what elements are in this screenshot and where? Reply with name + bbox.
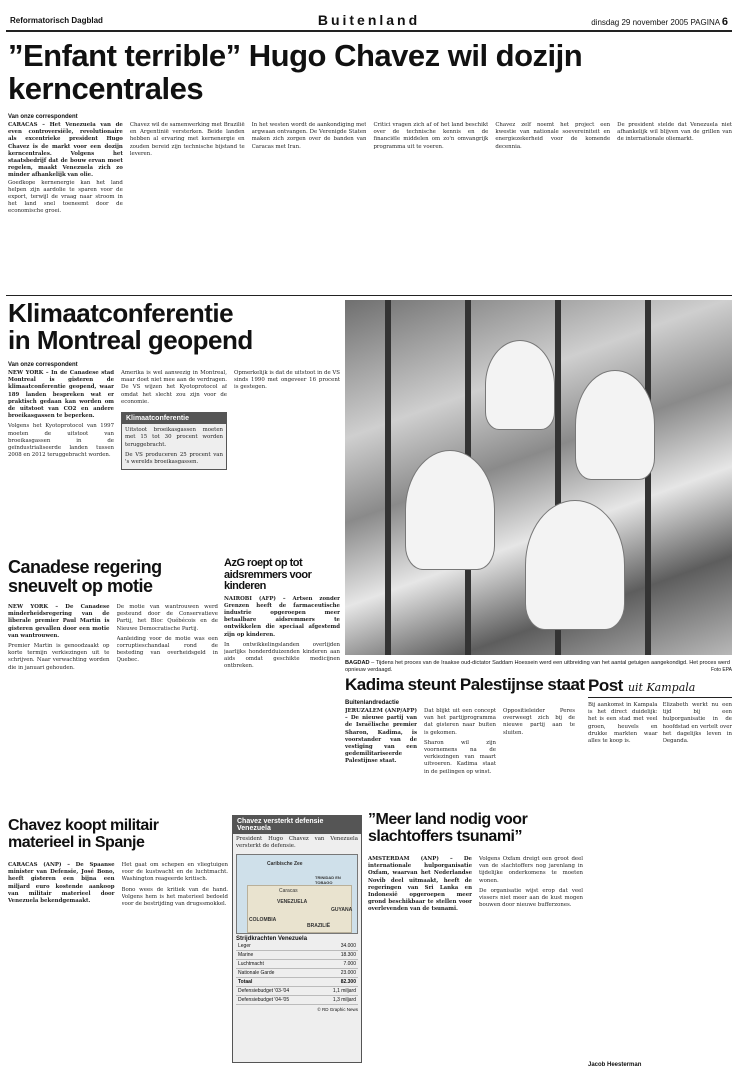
article-lead: NEW YORK – In de Canadese stad Montreal is gisteren de klimaatconferentie geopend, waar 189 landen bespreken wat er praktisch gedaan kan worden om de uitstoot van CO2 en andere broeikasgassen te beperken. <box>8 370 114 420</box>
headline-line: materieel in Spanje <box>8 833 145 851</box>
divider <box>6 295 732 296</box>
article-canada <box>8 604 218 754</box>
table-row: Defensiebudget '04-'05 1,3 miljard <box>238 997 356 1004</box>
byline: Van onze correspondent <box>8 114 78 120</box>
info-box-item: Uitstoot broeikasgassen moeten met 15 tot 30 procent worden teruggebracht. <box>125 427 223 448</box>
article-chavez-military <box>8 862 228 1062</box>
caption-place: BAGDAD <box>345 660 370 666</box>
map-label: BRAZILIË <box>307 923 331 930</box>
article-text: Goedkope kernenergie kan het land helpen zijn aardolie te sparen voor de export, terwijl de vraag naar stroom in het land snel toeneemt door de economische groei. <box>8 179 123 215</box>
headline-tsunami <box>368 812 583 846</box>
article-text: Bij aankomst in Kampala is het direct duidelijk: het is een stad met veel groen, heuvels en drukke markten waar alles te koop is. <box>588 702 658 745</box>
article-text: Volgens het Kyotoprotocol van 1997 moeten de uitstoot van broeikasgassen in de geïndustrialiseerde landen tussen 2008 en 2012 teruggebracht worden. <box>8 423 114 459</box>
article-text: Het gaat om schepen en vliegtuigen voor de kustwacht en de luchtmacht. Washington reageerde kritisch. <box>121 862 228 883</box>
newspaper-name: Reformatorisch Dagblad <box>10 16 103 25</box>
map-label: Caracas <box>279 888 298 895</box>
article-text: Dat blijkt uit een concept van het partijprogramma dat gisteren naar buiten is gekomen. <box>424 708 496 736</box>
article-text: De president stelde dat Venezuela niet afhankelijk wil blijven van de grillen van de internationale oliemarkt. <box>617 122 732 143</box>
info-box-item: De VS produceren 25 procent van 's werelds broeikasgassen. <box>125 451 223 466</box>
article-text: Sharon wil zijn voornemens na de verkiezingen van maart uitvoeren. Kadima staat in de peilingen op winst. <box>424 739 496 775</box>
headline-line: Chavez koopt militair <box>8 817 159 834</box>
headline-kadima: Kadima steunt Palestijnse staat <box>345 675 585 694</box>
headline-line: Klimaatconferentie <box>8 298 234 328</box>
article-text: Opmerkelijk is dat de uitstoot in de VS sinds 1990 met ongeveer 16 procent is gestegen. <box>234 370 340 391</box>
article-lead: NAIROBI (AFP) – Artsen zonder Grenzen heeft de farmaceutische industrie opgeroepen meer betaalbare aidsremmers te ontwikkelen die speciaal afgestemd zijn op kinderen. <box>224 595 340 638</box>
column-post <box>588 676 732 1068</box>
article-text: Oppositieleider Peres overweegt zich bij de nieuwe partij aan te sluiten. <box>503 708 575 736</box>
article-kadima <box>345 700 575 808</box>
page-info <box>591 16 728 28</box>
article-text: Chavez zelf noemt het project een kwestie van nationale soevereiniteit en energiezekerheid voor de komende decennia. <box>495 122 611 150</box>
table-row: Marine 18.300 <box>238 952 356 959</box>
issue-date: dinsdag 29 november 2005 <box>591 18 689 27</box>
headline-line: slachtoffers tsunami” <box>368 827 522 845</box>
article-azg <box>224 558 340 746</box>
defense-infographic <box>232 815 362 1063</box>
article-lead: JERUZALEM (ANP/AFP) – De nieuwe partij van de Israëlische premier Sharon, Kadima, is voorstander van de vestiging van een gedemilitariseerde Palestijnse staat. <box>345 708 417 765</box>
map-label: GUYANA <box>331 907 353 914</box>
info-box-title: Klimaatconferentie <box>122 413 226 424</box>
table-row: Defensiebudget '03-'04 1,1 miljard <box>238 988 356 995</box>
table-title: Strijdkrachten Venezuela <box>236 936 308 943</box>
article-text: Aanleiding voor de motie was een corruptieschandaal rond de besteding van overheidsgeld in Quebec. <box>116 635 218 664</box>
article-text: Chavez wil de samenwerking met Brazilië en Argentinië versterken. Beide landen hebben al ervaring met kernenergie en zouden bereid zijn technische bijstand te leveren. <box>129 122 245 157</box>
byline: Buitenlandredactie <box>345 700 400 706</box>
table-row: Leger 34.000 <box>238 943 356 950</box>
author: Jacob Heesterman <box>588 1062 642 1068</box>
masthead <box>6 10 732 32</box>
article-text: In het westen wordt de aankondiging met argwaan ontvangen. De Verenigde Staten maken zich zorgen over de banden van Caracas met Iran. <box>251 122 367 150</box>
article-text: Bono wees de kritiek van de hand. Volgens hem is het materieel bedoeld voor de bestrijding van drugssmokkel. <box>121 886 228 908</box>
page-number: 6 <box>721 16 728 28</box>
headline-line: Canadese regering <box>8 557 162 577</box>
section-title: Buitenland <box>317 12 421 28</box>
map-label: VENEZUELA <box>277 899 308 906</box>
byline: Van onze correspondent <box>8 362 78 368</box>
table-row: Luchtmacht 7.000 <box>238 961 356 968</box>
info-box <box>121 412 227 470</box>
article-text: Critici vragen zich af of het land beschikt over de technische kennis en de financiële middelen om zo'n omvangrijk programma uit te voeren. <box>373 122 489 150</box>
caption-text: Tijdens het proces van de Iraakse oud-dictator Saddam Hoessein werd een uitbreiding van het aantal getuigen aangekondigd. Het proces werd opnieuw verdaagd. <box>345 660 730 673</box>
column-header <box>588 676 732 698</box>
article-lead: CARACAS (ANP) – De Spaanse minister van Defensie, José Bono, heeft gisteren een bijna een miljard euro kostende aankoop van militair materieel door Venezuela bekendgemaakt. <box>8 862 115 905</box>
news-photo <box>345 300 732 655</box>
page-label: PAGINA <box>690 18 720 27</box>
headline-montreal <box>8 300 338 355</box>
article-lead: AMSTERDAM (ANP) – De internationale hulporganisatie Oxfam, waarvan het Nederlandse Novib deel uitmaakt, heeft de regeringen van Sri Lanka en Indonesië opgeroepen meer grond beschikbaar te stellen voor overlevenden van de tsunami. <box>368 856 472 913</box>
photo-caption: BAGDAD – Tijdens het proces van de Iraakse oud-dictator Saddam Hoessein werd een uitbreiding van het aantal getuigen aangekondigd. Het proces werd opnieuw verdaagd. Foto EPA <box>345 660 732 673</box>
headline-line: in Montreal geopend <box>8 325 253 356</box>
article-text: Premier Martin is genoodzaakt op korte termijn verkiezingen uit te schrijven. Naar verwachting worden die in januari gehouden. <box>8 643 110 671</box>
headline-canada <box>8 558 218 596</box>
column-subtitle: uit Kampala <box>627 681 696 694</box>
table-row: Totaal 82.300 <box>238 979 356 986</box>
article-lead: CARACAS – Het Venezuela van de even controversiële, revolutionaire als excentrieke president Hugo Chavez is de markt voor een dozijn kerncentrales. Volgens het staatsbedrijf dat de bouw ervan moet regelen, maakt Venezuela zich zo minder afhankelijk van olie. <box>8 122 123 179</box>
infographic-intro: President Hugo Chavez van Venezuela versterkt de defensie. <box>236 836 358 850</box>
map-label: COLOMBIA <box>249 917 277 924</box>
graphic-credit: © RD Graphic News <box>317 1007 358 1013</box>
venezuela-map <box>236 854 358 934</box>
forces-table <box>236 942 358 1005</box>
map-label: Caribische Zee <box>267 861 303 868</box>
column-title: Post <box>588 676 623 695</box>
article-montreal <box>8 362 340 560</box>
headline-chavez-military <box>8 818 228 852</box>
infographic-title: Chavez versterkt defensie Venezuela <box>233 816 361 834</box>
headline-chavez-nuclear: ”Enfant terrible” Hugo Chavez wil dozijn kerncentrales <box>8 38 583 106</box>
article-text: De motie van wantrouwen werd gesteund door de Conservatieve Partij, het Bloc Québécois en de Nieuwe Democratische Partij. <box>116 604 218 632</box>
article-text: In ontwikkelingslanden overlijden jaarlijks honderdduizenden kinderen aan aids omdat geschikte medicijnen ontbreken. <box>224 641 340 670</box>
article-tsunami <box>368 856 583 1061</box>
article-chavez-nuclear <box>8 114 732 297</box>
article-text: Volgens Oxfam dreigt een groot deel van de slachtoffers nog jarenlang in tijdelijke onderkomens te moeten wonen. <box>479 856 583 884</box>
article-text: Elizabeth werkt nu een tijd bij een hulporganisatie in de hoofdstad en vertelt over het dagelijks leven in Oeganda. <box>662 702 732 745</box>
headline-line: sneuvelt op motie <box>8 575 153 596</box>
photo-credit: Foto EPA <box>710 667 732 673</box>
article-text: Amerika is wel aanwezig in Montreal, maar doet niet mee aan de verdragen. De VS wijzen het Kyotoprotocol af omdat het slecht zou zijn voor de economie. <box>121 370 227 405</box>
article-text: De organisatie wijst erop dat veel vissers niet meer aan de kust mogen bouwen door nieuwe bufferzones. <box>479 887 583 909</box>
table-row: Nationale Garde 23.000 <box>238 970 356 977</box>
headline-line: ”Meer land nodig voor <box>368 811 528 828</box>
map-label: TRINIDAD EN TOBAGO <box>315 875 341 886</box>
article-lead: NEW YORK – De Canadese minderheidsregering van de liberale premier Paul Martin is gisteren gevallen door een motie van wantrouwen. <box>8 604 110 639</box>
headline-azg: AzG roept op tot aidsremmers voor kinderen <box>224 557 312 593</box>
